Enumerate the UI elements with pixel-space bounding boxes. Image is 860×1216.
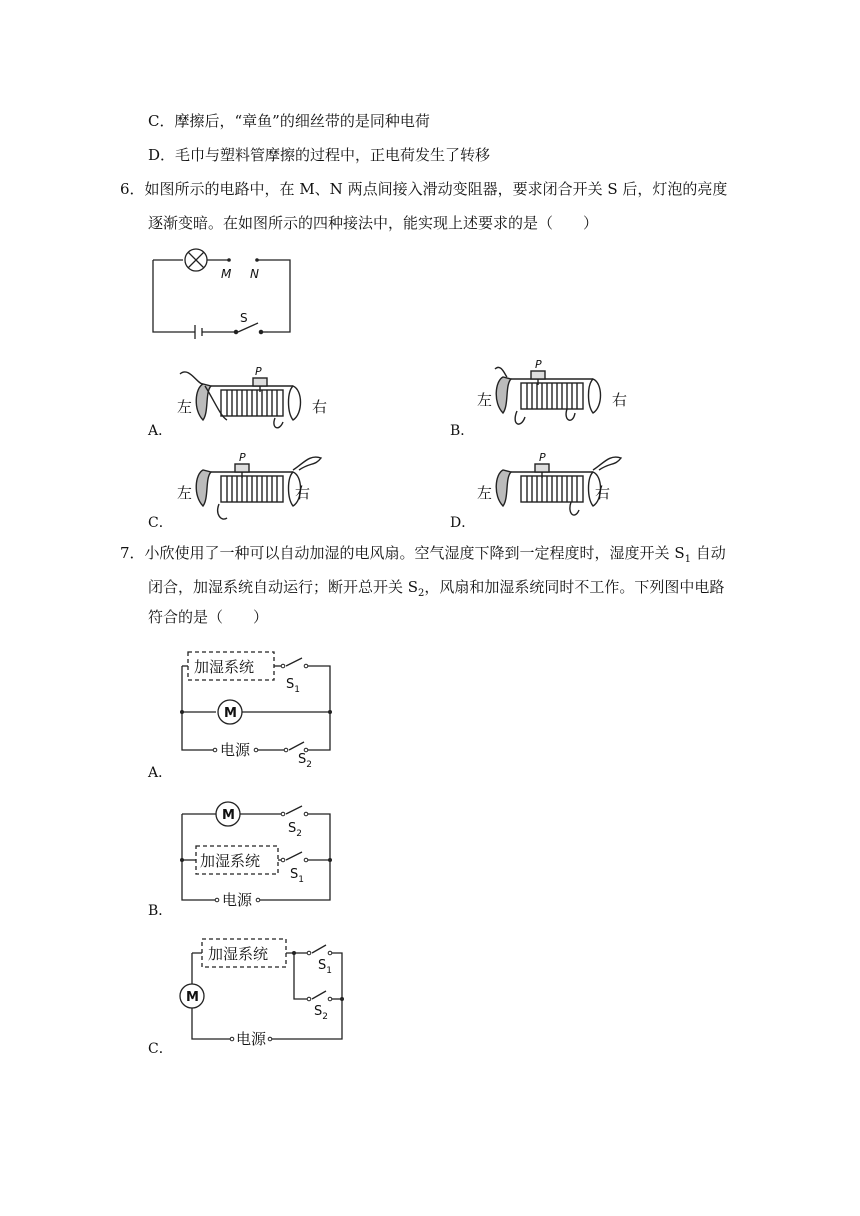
svg-text:S2: $S_2$	[314, 1004, 328, 1022]
svg-text:右: 右	[312, 398, 328, 416]
q6-option-c-rheostat	[175, 448, 345, 528]
q5-option-c: C．摩擦后，“章鱼”的细丝带的是同种电荷	[148, 112, 430, 130]
svg-text:右: 右	[612, 391, 628, 409]
svg-text:右: 右	[595, 484, 611, 502]
q7-option-b-circuit	[180, 800, 340, 910]
q7-stem-line3: 符合的是（ ）	[148, 608, 269, 626]
q6-option-b-rheostat	[475, 355, 645, 435]
svg-text:S2: $S_2$	[288, 821, 302, 839]
q6-option-b-label: B．	[450, 423, 475, 439]
svg-text:加湿系统: 加湿系统	[208, 945, 269, 963]
svg-text:左: 左	[177, 484, 193, 502]
q6-stem-line1: 6．如图所示的电路中，在 M、N 两点间接入滑动变阻器，要求闭合开关 S 后，灯泡的亮度	[120, 180, 728, 198]
svg-text:S2: $S_2$	[298, 752, 312, 770]
svg-text:电源: 电源	[222, 891, 253, 909]
q7-stem-line1: 7．小欣使用了一种可以自动加湿的电风扇。空气湿度下降到一定程度时，湿度开关 $S_1$ 自动	[120, 544, 726, 565]
label-m: M	[221, 267, 232, 281]
q6-option-a-label: A．	[148, 423, 173, 439]
svg-text:S1: $S_1$	[290, 867, 304, 885]
q7-option-a-label: A．	[148, 765, 173, 781]
svg-text:电源: 电源	[236, 1030, 267, 1048]
svg-text:加湿系统: 加湿系统	[200, 852, 261, 870]
svg-text:P: P	[255, 365, 262, 378]
label-s: S	[240, 311, 248, 325]
q6-circuit-diagram	[150, 250, 295, 340]
svg-text:加湿系统: 加湿系统	[194, 658, 255, 676]
svg-text:M: M	[222, 808, 235, 823]
svg-text:P: P	[239, 451, 246, 464]
svg-text:右: 右	[295, 484, 311, 502]
q7-stem-line2: 闭合，加湿系统自动运行；断开总开关 $S_2$，风扇和加湿系统同时不工作。下列图中电路	[148, 578, 725, 599]
label-n: N	[250, 267, 259, 281]
svg-text:电源: 电源	[220, 741, 251, 759]
q6-option-a-rheostat	[175, 362, 345, 442]
q7-option-a-circuit	[180, 650, 340, 770]
q5-option-d: D．毛巾与塑料管摩擦的过程中，正电荷发生了转移	[148, 146, 491, 164]
svg-text:P: P	[535, 358, 542, 371]
q7-option-c-circuit	[180, 935, 355, 1050]
svg-text:P: P	[539, 451, 546, 464]
svg-text:左: 左	[477, 391, 493, 409]
q6-option-d-label: D．	[450, 515, 476, 531]
svg-text:S1: $S_1$	[286, 677, 300, 695]
q7-option-b-label: B．	[148, 903, 173, 919]
q6-stem-line2: 逐渐变暗。在如图所示的四种接法中，能实现上述要求的是（ ）	[148, 214, 599, 232]
svg-text:M: M	[224, 706, 237, 721]
svg-text:S1: $S_1$	[318, 958, 332, 976]
svg-text:M: M	[186, 990, 199, 1005]
svg-text:左: 左	[477, 484, 493, 502]
q7-option-c-label: C．	[148, 1041, 173, 1057]
q6-option-c-label: C．	[148, 515, 173, 531]
q6-option-d-rheostat	[475, 448, 645, 528]
svg-text:左: 左	[177, 398, 193, 416]
